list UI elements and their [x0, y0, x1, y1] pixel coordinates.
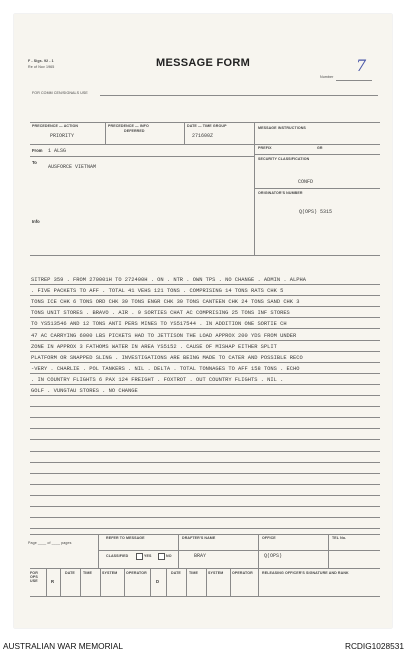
r-time-label: TIME — [83, 571, 92, 575]
ops-divider-4 — [100, 568, 101, 596]
message-body-line: SITREP 359 . FROM 270001H TO 272400H . ON . NTR . OWN TPS . NO CHANGE . ADMIN . ALPHA — [31, 277, 306, 283]
to-value: AUSFORCE VIETNAM — [48, 164, 97, 170]
message-form-sheet — [14, 14, 392, 628]
to-label: To — [32, 160, 37, 165]
body-rule-line — [30, 517, 380, 518]
d-system-label: SYSTEM — [208, 571, 224, 575]
ops-divider-8 — [186, 568, 187, 596]
header-bottom-rule — [30, 255, 380, 256]
d-time-label: TIME — [189, 571, 198, 575]
dtg-label: DATE — TIME GROUP — [187, 124, 227, 128]
message-body-line: TONS UNIT STORES . BRAVO . AIR . 9 SORTIES CHAT AC COMPRISING 25 TONS INF STORES — [31, 310, 290, 317]
ops-row-bottom-rule — [30, 596, 380, 597]
body-rule-line — [30, 528, 380, 529]
d-label: D — [156, 579, 160, 584]
for-ops-use-label: FOR OPS USE — [30, 571, 38, 584]
message-body-line: TONS ICE CHK 6 TONS ORD CHK 39 TONS ENGR CHK 30 TONS CANTEEN CHK 24 TONS SAND CHK 3 — [31, 299, 300, 306]
form-id-line2: Re of Nov 1965 — [28, 65, 55, 69]
office-label: OFFICE — [262, 536, 276, 540]
handwritten-number: 7 — [356, 56, 367, 75]
d-operator-label: OPERATOR — [232, 571, 253, 575]
ops-divider-7 — [166, 568, 167, 596]
deferred-label: DEFERRED — [124, 129, 145, 133]
releasing-officer-label: RELEASING OFFICER'S SIGNATURE AND RANK — [262, 571, 349, 575]
security-label: SECURITY CLASSIFICATION — [258, 157, 310, 161]
bottom-divider-2 — [178, 534, 179, 568]
prefix-label: PREFIX — [258, 146, 272, 150]
body-rule-line — [30, 495, 380, 496]
footer-left: AUSTRALIAN WAR MEMORIAL — [3, 641, 124, 651]
body-rule-line — [30, 362, 380, 363]
precedence-action-label: PRECEDENCE — ACTION — [32, 124, 79, 128]
ops-divider-6 — [150, 568, 151, 596]
body-rule-line — [30, 451, 380, 452]
header-divider-2 — [184, 122, 185, 144]
drafter-value: BRAY — [194, 553, 207, 559]
from-label: From — [32, 148, 43, 153]
r-label: R — [51, 579, 55, 584]
ops-divider-3 — [80, 568, 81, 596]
body-rule-line — [30, 462, 380, 463]
message-body-line: PLATFORM OR SNAPPED SLING . INVESTIGATIONS ARE BEING MADE TO CATER AND POSSIBLE RECO — [31, 354, 303, 361]
header-row-rule — [30, 144, 254, 145]
body-rule-line — [30, 295, 380, 296]
body-rule-line — [30, 506, 380, 507]
yes-label: YES — [144, 554, 152, 558]
gr-label: GR — [317, 146, 323, 150]
security-value: CONFD — [298, 179, 314, 185]
body-rule-line — [30, 417, 380, 418]
bottom-divider-4 — [328, 534, 329, 568]
ops-divider-11 — [258, 568, 259, 596]
dtg-value: 271600Z — [192, 133, 214, 139]
body-rule-line — [30, 340, 380, 341]
no-label: NO — [166, 554, 172, 558]
d-date-label: DATE — [171, 571, 181, 575]
originators-number-label: ORIGINATOR'S NUMBER — [258, 191, 303, 195]
drafter-label: DRAFTER'S NAME — [182, 536, 216, 540]
tel-label: TEL No. — [332, 536, 347, 540]
number-underline — [336, 80, 372, 81]
body-rule-line — [30, 284, 380, 285]
number-label: Number — [320, 75, 334, 79]
classified-yes-checkbox[interactable] — [136, 553, 143, 560]
body-rule-line — [30, 306, 380, 307]
body-rule-line — [30, 328, 380, 329]
message-body-line: . FIVE PACKETS TO AFF . TOTAL 41 VEHS 121 TONS . COMPRISING 14 TONS RATS CHK 5 — [31, 288, 284, 295]
header-divider-1 — [105, 122, 106, 144]
precedence-action-value: PRIORITY — [50, 133, 75, 139]
office-value: Q(OPS) — [264, 553, 283, 559]
ops-divider-5 — [124, 568, 125, 596]
originators-number-value: Q(OPS) 5315 — [299, 209, 333, 215]
form-title: MESSAGE FORM — [156, 57, 251, 69]
form-id-line1: F - Sigs. 92 - 1 — [28, 59, 54, 63]
bottom-row-rule — [98, 550, 380, 551]
message-body-line: ZONE IN APPROX 3 FATHOMS WATER IN AREA YS5152 . CAUSE OF MISHAP EITHER SPLIT — [31, 343, 277, 350]
classified-no-checkbox[interactable] — [158, 553, 165, 560]
ops-divider-10 — [230, 568, 231, 596]
body-rule-line — [30, 484, 380, 485]
ops-divider-2 — [60, 568, 61, 596]
body-rule-line — [30, 384, 380, 385]
classified-label: CLASSIFIED — [106, 554, 129, 558]
for-comm-label: FOR COMM CEN/SIGNALS USE — [32, 91, 88, 95]
message-body-line: 47 AC CARRYING 6000 LBS PICKETS HAD TO JETTISON THE LOAD APPROX 200 YDS FROM UNDER — [31, 332, 297, 339]
body-rule-line — [30, 473, 380, 474]
body-rule-line — [30, 317, 380, 318]
header-top-rule — [30, 122, 380, 123]
bottom-divider-1 — [98, 534, 99, 568]
info-label: Info — [32, 219, 40, 224]
instructions-rule — [254, 144, 380, 145]
message-body-line: -VERY . CHARLIE . POL TANKERS . NIL . DELTA . TOTAL TONNAGES TO AFF 158 TONS . ECHO — [31, 365, 300, 372]
body-rule-line — [30, 373, 380, 374]
page-count-label: Page ____ of ____ pages — [28, 541, 72, 545]
message-body-line: . IN COUNTRY FLIGHTS 6 PAX 124 FREIGHT . FOXTROT . OUT COUNTRY FLIGHTS . NIL . — [31, 376, 284, 383]
bottom-divider-3 — [258, 534, 259, 568]
ops-divider-9 — [206, 568, 207, 596]
precedence-info-label: PRECEDENCE — INFO — [108, 124, 149, 128]
refer-to-message-label: REFER TO MESSAGE — [106, 536, 145, 540]
body-rule-line — [30, 439, 380, 440]
for-comm-underline — [100, 95, 378, 96]
ops-row-top-rule — [30, 568, 380, 569]
prefix-rule — [254, 154, 380, 155]
message-instructions-label: MESSAGE INSTRUCTIONS — [258, 126, 306, 130]
body-rule-line — [30, 428, 380, 429]
ops-divider-1 — [46, 568, 47, 596]
security-rule — [254, 188, 380, 189]
r-date-label: DATE — [65, 571, 75, 575]
from-value: 1 ALSG — [48, 148, 67, 154]
body-rule-line — [30, 406, 380, 407]
message-body-line: TO YS513546 AND 12 TONS ANTI PERS MINES TO YS517544 . IN ADDITION ONE SORTIE CH — [31, 321, 287, 328]
body-rule-line — [30, 351, 380, 352]
r-system-label: SYSTEM — [102, 571, 118, 575]
r-operator-label: OPERATOR — [126, 571, 147, 575]
body-rule-line — [30, 395, 380, 396]
footer-right: RCDIG1028531 — [344, 641, 404, 651]
from-rule — [30, 156, 254, 157]
message-body-line: GOLF . VUNGTAU STORES . NO CHANGE — [31, 388, 138, 394]
